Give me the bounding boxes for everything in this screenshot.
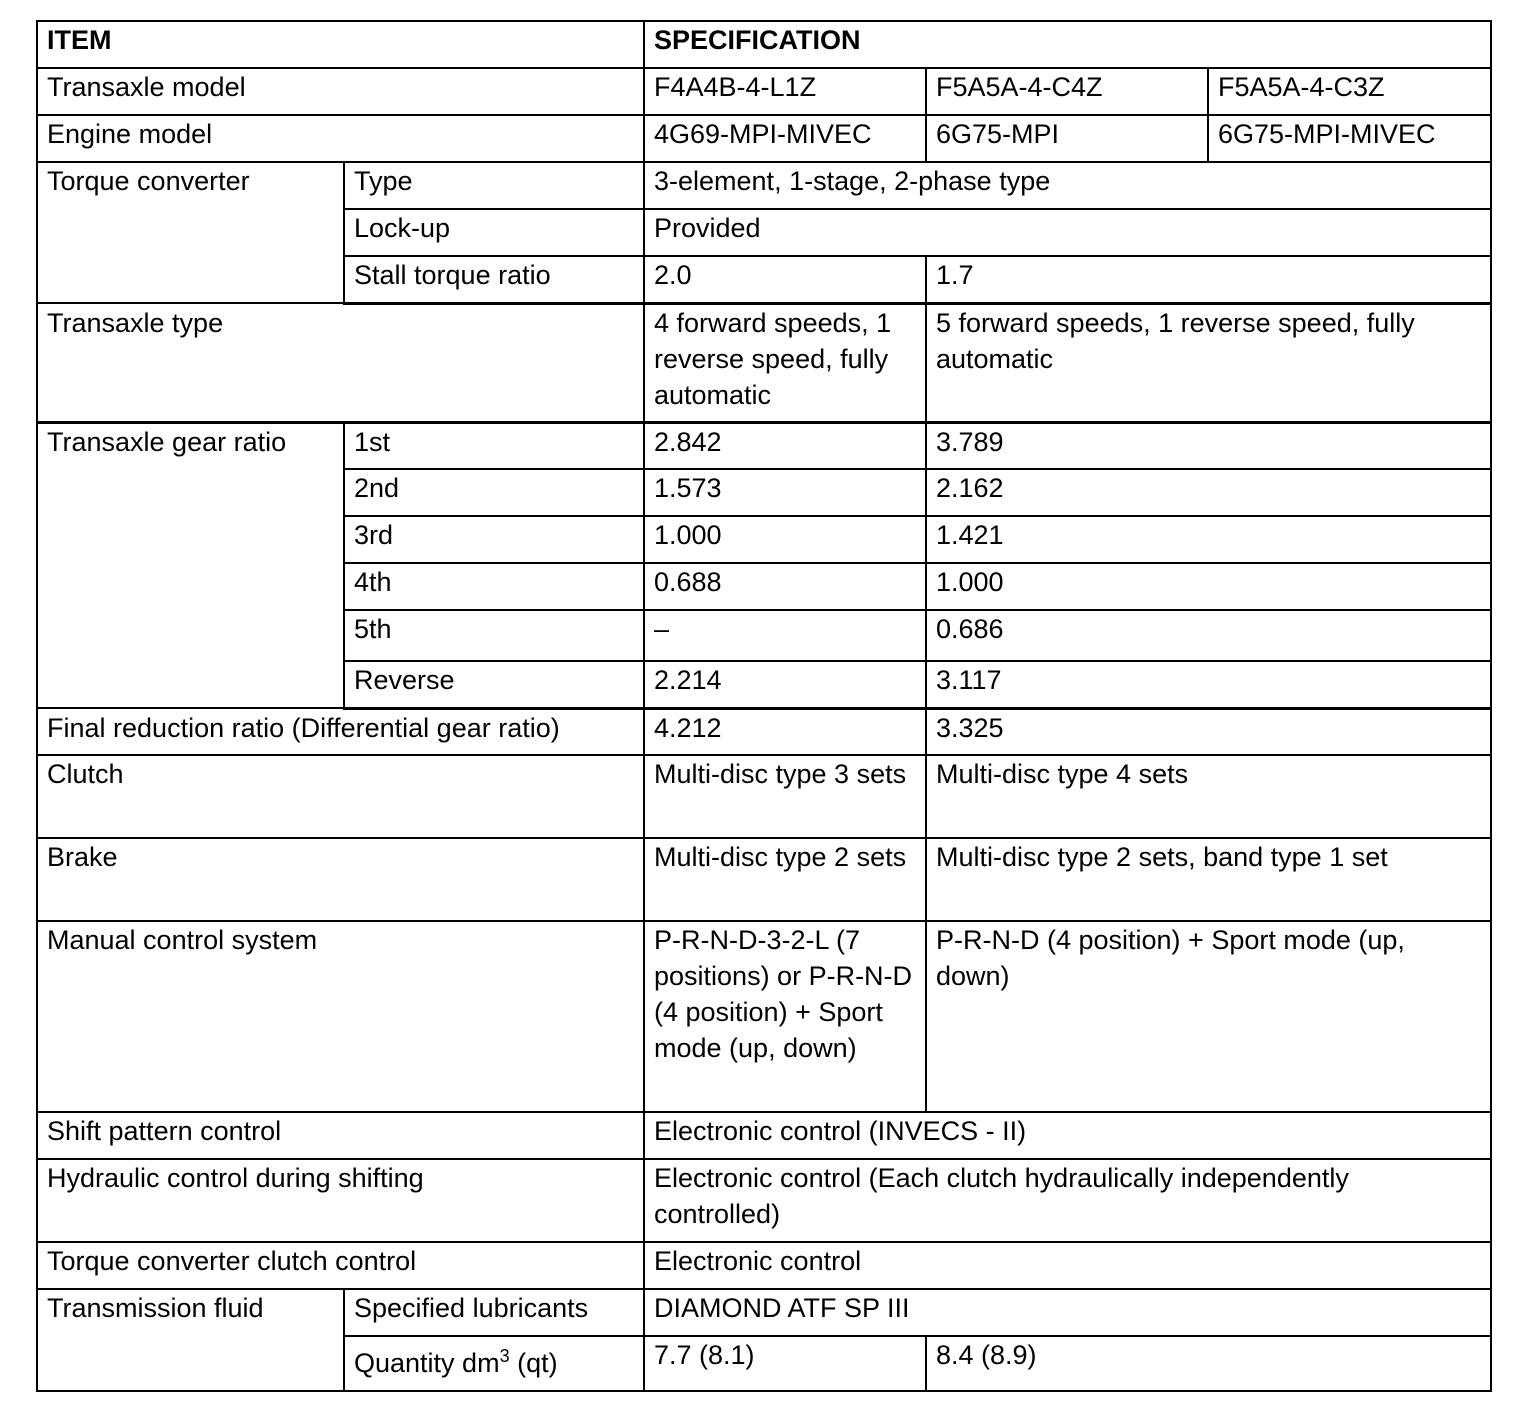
gear-ratio-value: 0.688 xyxy=(644,563,926,610)
manual-control-value: P-R-N-D-3-2-L (7 positions) or P-R-N-D (4 position) + Sport mode (up, down) xyxy=(644,921,926,1112)
brake-value: Multi-disc type 2 sets, band type 1 set xyxy=(926,838,1491,921)
gear-ratio-value: 2.162 xyxy=(926,469,1491,516)
tc-lockup-value: Provided xyxy=(644,209,1491,256)
engine-model-value: 6G75-MPI-MIVEC xyxy=(1208,115,1491,162)
engine-model-value: 4G69-MPI-MIVEC xyxy=(644,115,926,162)
transaxle-model-value: F5A5A-4-C4Z xyxy=(926,68,1208,115)
torque-converter-label: Torque converter xyxy=(37,162,344,303)
gear-ratio-value: 2.842 xyxy=(644,422,926,469)
quantity-label-text: Quantity dm xyxy=(354,1348,500,1378)
clutch-label: Clutch xyxy=(37,755,644,838)
gear-label: 4th xyxy=(344,563,644,610)
hydraulic-control-label: Hydraulic control during shifting xyxy=(37,1159,644,1242)
quantity-value: 7.7 (8.1) xyxy=(644,1336,926,1391)
gear-ratio-value: 1.421 xyxy=(926,516,1491,563)
gear-ratio-value: 1.000 xyxy=(926,563,1491,610)
clutch-value: Multi-disc type 4 sets xyxy=(926,755,1491,838)
header-item: ITEM xyxy=(37,21,644,68)
tc-stall-ratio-value: 2.0 xyxy=(644,256,926,303)
tc-stall-ratio-value: 1.7 xyxy=(926,256,1491,303)
transmission-fluid-label: Transmission fluid xyxy=(37,1289,344,1391)
final-reduction-label: Final reduction ratio (Differential gear ratio) xyxy=(37,708,644,755)
hydraulic-control-value: Electronic control (Each clutch hydraulically independently controlled) xyxy=(644,1159,1491,1242)
tc-type-label: Type xyxy=(344,162,644,209)
gear-ratio-label: Transaxle gear ratio xyxy=(37,422,344,708)
gear-ratio-value: 3.789 xyxy=(926,422,1491,469)
final-reduction-value: 3.325 xyxy=(926,708,1491,755)
gear-ratio-value: 1.573 xyxy=(644,469,926,516)
gear-label: 5th xyxy=(344,610,644,661)
gear-ratio-value: 1.000 xyxy=(644,516,926,563)
transaxle-type-value: 4 forward speeds, 1 reverse speed, fully automatic xyxy=(644,303,926,422)
header-specification: SPECIFICATION xyxy=(644,21,1491,68)
gear-ratio-value: 0.686 xyxy=(926,610,1491,661)
manual-control-value: P-R-N-D (4 position) + Sport mode (up, down) xyxy=(926,921,1491,1112)
gear-label: 1st xyxy=(344,422,644,469)
transaxle-type-label: Transaxle type xyxy=(37,303,644,422)
gear-ratio-value: 2.214 xyxy=(644,661,926,708)
quantity-value: 8.4 (8.9) xyxy=(926,1336,1491,1391)
transaxle-model-value: F4A4B-4-L1Z xyxy=(644,68,926,115)
gear-ratio-value: 3.117 xyxy=(926,661,1491,708)
shift-pattern-value: Electronic control (INVECS - II) xyxy=(644,1112,1491,1159)
transaxle-model-value: F5A5A-4-C3Z xyxy=(1208,68,1491,115)
specification-table xyxy=(36,20,1492,1392)
gear-label: 2nd xyxy=(344,469,644,516)
gear-label: 3rd xyxy=(344,516,644,563)
lubricants-value: DIAMOND ATF SP III xyxy=(644,1289,1491,1336)
lubricants-label: Specified lubricants xyxy=(344,1289,644,1336)
shift-pattern-label: Shift pattern control xyxy=(37,1112,644,1159)
transaxle-model-label: Transaxle model xyxy=(37,68,644,115)
final-reduction-value: 4.212 xyxy=(644,708,926,755)
engine-model-label: Engine model xyxy=(37,115,644,162)
transaxle-type-value: 5 forward speeds, 1 reverse speed, fully automatic xyxy=(926,303,1491,422)
tcc-control-value: Electronic control xyxy=(644,1242,1491,1289)
quantity-exponent: 3 xyxy=(499,1346,510,1366)
quantity-label xyxy=(344,1336,644,1391)
brake-label: Brake xyxy=(37,838,644,921)
clutch-value: Multi-disc type 3 sets xyxy=(644,755,926,838)
tc-stall-ratio-label: Stall torque ratio xyxy=(344,256,644,303)
gear-ratio-value: – xyxy=(644,610,926,661)
tc-type-value: 3-element, 1-stage, 2-phase type xyxy=(644,162,1491,209)
manual-control-label: Manual control system xyxy=(37,921,644,1112)
quantity-unit: (qt) xyxy=(517,1348,558,1378)
brake-value: Multi-disc type 2 sets xyxy=(644,838,926,921)
tc-lockup-label: Lock-up xyxy=(344,209,644,256)
tcc-control-label: Torque converter clutch control xyxy=(37,1242,644,1289)
engine-model-value: 6G75-MPI xyxy=(926,115,1208,162)
gear-label: Reverse xyxy=(344,661,644,708)
